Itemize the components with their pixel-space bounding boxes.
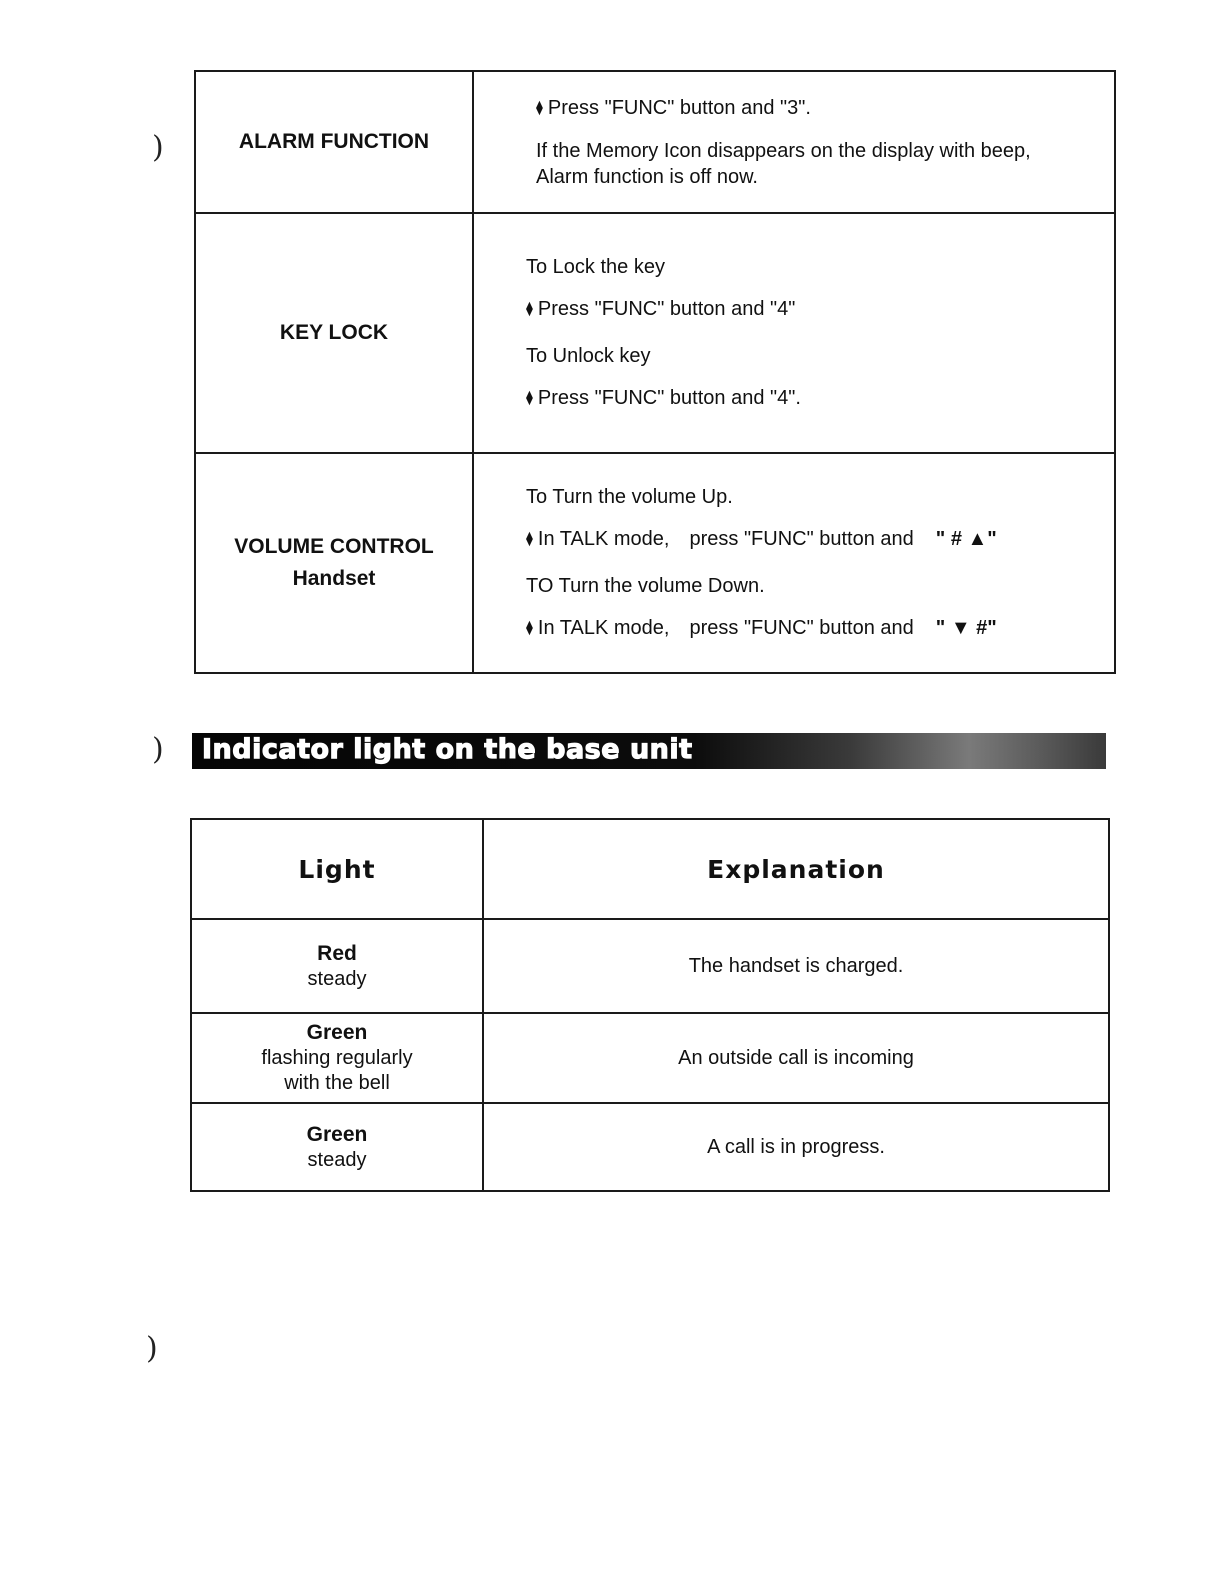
instruction-line: ⧫ Press "FUNC" button and "3". <box>536 95 1114 122</box>
table-row <box>191 1103 1109 1191</box>
function-table <box>194 70 1116 674</box>
table-row-key-lock <box>195 213 1115 453</box>
light-color: Green <box>306 1122 368 1146</box>
function-name-cell <box>195 71 473 213</box>
function-description-cell <box>473 453 1115 673</box>
diamond-bullet-icon: ⧫ <box>526 389 533 405</box>
explanation-cell: The handset is charged. <box>483 919 1109 1013</box>
description-line: To Turn the volume Up. <box>526 486 733 508</box>
light-color: Green <box>306 1021 368 1044</box>
explanation-cell: A call is in progress. <box>483 1103 1109 1191</box>
function-name-cell <box>195 213 473 453</box>
light-state-extra: with the bell <box>284 1072 390 1094</box>
table-row-alarm <box>195 71 1115 213</box>
table-row-volume <box>195 453 1115 673</box>
instruction-line: ⧫ Press "FUNC" button and "4". <box>526 385 1114 412</box>
function-subname: Handset <box>292 567 376 590</box>
instruction-line: ⧫ Press "FUNC" button and "4" <box>526 296 1114 323</box>
down-triangle-icon: " ▼ #" <box>935 617 997 639</box>
function-name-cell <box>195 453 473 673</box>
light-state: flashing regularly <box>261 1047 413 1069</box>
function-description-cell <box>473 213 1115 453</box>
light-state: steady <box>307 967 367 990</box>
column-header-light: Light <box>191 819 483 919</box>
light-cell <box>191 1013 483 1103</box>
light-cell <box>191 1103 483 1191</box>
up-triangle-icon: " # ▲" <box>935 528 997 550</box>
description-line: To Unlock key <box>526 345 651 367</box>
function-name: VOLUME CONTROL <box>234 535 434 558</box>
margin-mark-top: ) <box>152 130 164 165</box>
table-row <box>191 1013 1109 1103</box>
description-line: Alarm function is off now. <box>536 165 758 188</box>
diamond-bullet-icon: ⧫ <box>526 300 533 316</box>
section-banner <box>192 733 1106 769</box>
light-cell <box>191 919 483 1013</box>
margin-mark-middle: ) <box>152 732 164 767</box>
light-color: Red <box>317 941 357 965</box>
function-name: KEY LOCK <box>279 321 389 344</box>
instruction-line: ⧫ In TALK mode, press "FUNC" button and " # ▲" <box>526 526 1114 553</box>
diamond-bullet-icon: ⧫ <box>526 530 533 546</box>
light-state: steady <box>307 1148 367 1171</box>
column-header-explanation: Explanation <box>483 819 1109 919</box>
description-line: If the Memory Icon disappears on the display with beep, <box>536 139 1031 162</box>
instruction-line: ⧫ In TALK mode, press "FUNC" button and " ▼ #" <box>526 615 1114 642</box>
function-description-cell <box>473 71 1115 213</box>
description-line: TO Turn the volume Down. <box>526 575 765 597</box>
diamond-bullet-icon: ⧫ <box>536 98 543 115</box>
table-row <box>191 919 1109 1013</box>
indicator-table <box>190 818 1110 1192</box>
section-title: Indicator light on the base unit <box>202 734 693 765</box>
description-line: To Lock the key <box>526 256 665 278</box>
function-name: ALARM FUNCTION <box>238 130 430 153</box>
diamond-bullet-icon: ⧫ <box>526 619 533 635</box>
margin-mark-bottom: ) <box>146 1331 158 1366</box>
table-header-row <box>191 819 1109 919</box>
explanation-cell: An outside call is incoming <box>483 1013 1109 1103</box>
